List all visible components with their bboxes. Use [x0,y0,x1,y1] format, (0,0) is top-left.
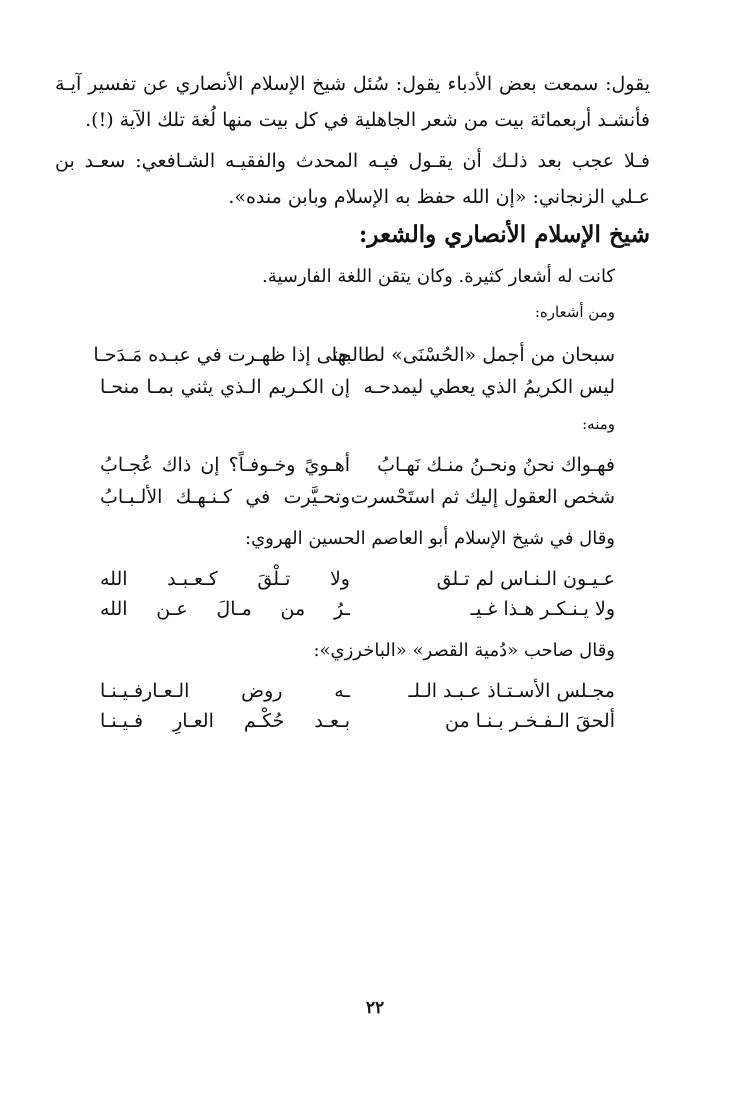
verse-line [100,450,615,480]
verse-second-hemistich: حتى إذا ظهـرت في عبـده مَـدَحـا [93,344,350,366]
intro-line: وقال صاحب «دُمية القصر» «الباخرزي»: [313,640,615,661]
verse-first-hemistich: فهـواك نحنُ ونحـنُ منـك نَهـابُ [377,454,615,476]
verse-first-hemistich: ليس الكريمُ الذي يعطي ليمدحـه [363,376,615,398]
verse-first-hemistich: سبحان من أجمل «الحُسْنَى» لطالبها [331,344,615,366]
intro-line: كانت له أشعار كثيرة. وكان يتقن اللغة الفارسية. [261,266,615,287]
verse-second-hemistich: إن الكـريم الـذي يثني بمـا منحـا [100,376,350,398]
verse-first-hemistich: ولا يـنـكـر هـذا غـيـ [470,598,615,620]
verse-first-hemistich: عـيـون الـنـاس لم تـلق [436,568,615,590]
verse-second-hemistich: وتحـيَّرت في كـنـهـك الألـبـابُ [100,486,350,508]
intro-line: وقال في شيخ الإسلام أبو العاصم الحسين الهروي: [245,528,615,549]
verse-second-hemistich: أهـويً وخـوفـاً؟ إن ذاك عُجـابُ [100,454,350,476]
verse-line [100,564,615,594]
intro-line: ومن أشعاره: [534,303,615,321]
verse-first-hemistich: ألحقَ الـفـخـر بـنـا من [444,710,615,732]
minhu-label: ومنه: [582,415,615,433]
verse-second-hemistich: بـعـد حُكْـم العـارِ فـيـنـا [100,710,350,732]
paragraph-intro [55,66,650,138]
verse-line [100,594,615,624]
verse-first-hemistich: شخص العقول إليك ثم استَحْسرت [350,486,615,508]
page-number: ٢٢ [365,998,385,1018]
verse-line [93,340,615,370]
verse-line [100,706,615,736]
paragraph-text: فـلا عجب بعد ذلـك أن يقـول فيـه المحدث والفقيـه الشـافعي: سعـد بن عـلي الزنجاني: «إن الله حفظ به الإسلام وبابن منده». [55,150,650,208]
verse-second-hemistich: ولا تـلْقَ كـعـبـد الله [100,568,350,590]
verse-second-hemistich: ـه روض الـعـارفـيـنـا [100,680,350,702]
section-heading: شيخ الإسلام الأنصاري والشعر: [358,221,650,248]
verse-line [100,676,615,706]
verse-line [100,482,615,512]
paragraph-quote [55,143,650,215]
verse-line [100,372,615,402]
verse-first-hemistich: مجـلس الأسـتـاذ عـبـد الـلـ [408,680,615,702]
verse-second-hemistich: ـرُ من مـالَ عـن الله [100,598,350,620]
paragraph-text: يقول: سمعت بعض الأدباء يقول: سُئل شيخ الإسلام الأنصاري عن تفسير آيـة فأنشـد أربعمائة بيت من شعر الجاهلية في كل بيت منها لُغة تلك الآية (!). [55,73,650,131]
